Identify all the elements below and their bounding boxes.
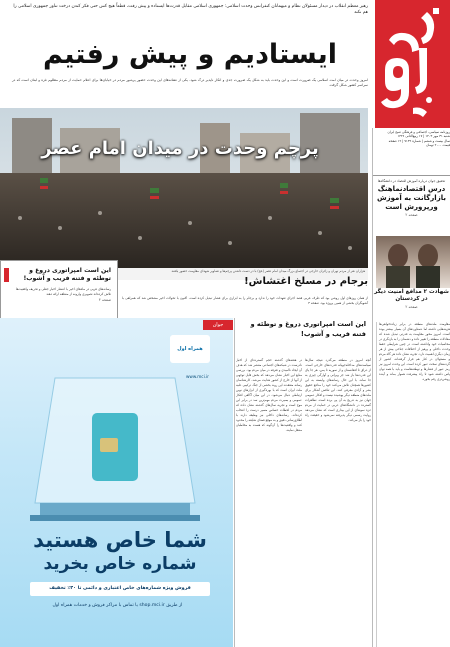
section-marker (4, 268, 9, 282)
advertisement[interactable] (0, 318, 233, 647)
masthead (375, 0, 450, 128)
issue-meta-line: شنبه ۳۱ مهر ۱۴۰۳ | ۱۷ ربیع‌الثانی ۱۴۴۶ (397, 134, 450, 139)
teaser-martyrs[interactable] (373, 289, 450, 319)
teaser-economy[interactable] (373, 175, 450, 233)
masthead-logo (375, 0, 450, 128)
article-column: در هفته‌های گذشته حجم گسترده‌ای از اخبار نادرست در شبکه‌های اجتماعی منتشر شد که هدف آن ایجاد ناامیدی و تفرقه در میان مردم بود. بررسی منابع این اخبار نشان می‌دهد که بخش قابل توجهی از آنها از خارج از کشور هدایت می‌شد. کارشناسان رسانه معتقدند این روند بخشی از جنگ ترکیبی علیه ملت ایران است که با بهره‌گیری از ابزارهای نوین ارتباطی دنبال می‌شود. در این میان آگاهی افکار عمومی و بصیرت مردم مهم‌ترین سد در برابر این موج است و تجربه سال‌های گذشته نشان داده که مردم در لحظات حساس مسیر درست را انتخاب کرده‌اند. رسانه‌های داخلی نیز وظیفه دارند با اطلاع‌رسانی دقیق و به موقع فضای شایعه را محدود کنند و واقعیت‌ها را آن‌گونه که هست به مخاطبان منتقل نمایند. (236, 358, 302, 432)
main-headline[interactable]: ایستادیم و پیش رفتیم (43, 39, 337, 70)
teaser-box[interactable] (0, 260, 118, 320)
operator-logo-text: همراه اول (177, 346, 203, 352)
headline-deck: رهبر معظم انقلاب در دیدار مسئولان نظام و میهمانان کنفرانس وحدت اسلامی: جمهوری اسلامی مقابل قدرت‌ها ایستاده و پیش رفت، قطعاً هیچ کس حتی فکر کندن درخت تناور جمهوری اسلامی را هم نکند (13, 4, 368, 16)
operator-logo (170, 335, 210, 363)
ad-subheadline: شماره خاص بخرید (43, 554, 197, 574)
ad-footer[interactable]: از طریق shop.mci.ir یا تماس با مراکز فروش و خدمات همراه اول (52, 603, 183, 608)
issue-meta-line: سال بیست و ششم | شماره ۷۱۳۹ | ۱۲ صفحه (388, 138, 450, 143)
column-divider (234, 318, 235, 647)
teaser-body: رسانه‌های غربی در ماه‌های اخیر با انتشار اخبار جعلی و تحریف واقعیت‌ها تلاش کرده‌اند تصویری وارونه از منطقه ارائه دهند (15, 286, 111, 296)
ad-headline: شما خاص هستید (33, 528, 207, 552)
crowd-photo (0, 108, 368, 268)
article-body: از همان روزهای اول روشن بود که طرف غربی قصد اجرای تعهدات خود را ندارد و برجام را به ابزاری برای فشار تبدیل کرده است. اکنون با تحولات اخیر مشخص شد که همراهی با آشوبگران بخشی از همین پروژه بود. صفحه ۳ (122, 296, 368, 305)
teaser-page-ref: صفحه ۲ (405, 212, 418, 217)
teaser-kicker: تحقیق جوان درباره آموزش اقتصاد در دانشگاه‌ها (377, 179, 446, 183)
article-headline[interactable]: برجام در مسلخ اغتشاش! (244, 276, 368, 287)
issue-meta-line: روزنامه سیاسی، اجتماعی و فرهنگی صبح ایران (387, 130, 450, 134)
teaser-headline: درس اقتصادنماهنگ بازارگانت به آموزش ورپرورش است (376, 185, 446, 211)
lead-paragraph: امروز وحدت در میان امت اسلامی یک ضرورت است و این وحدت باید به شکل یک ضرورت جدی و انکار ناپذیر درک شود. یکی از نشانه‌های این وحدت حضور پرشور مردم در خیابان‌ها برای اعلام حمایت از مردم مظلوم غزه و لبنان است که در سراسر کشور شکل گرفت (12, 78, 368, 88)
issue-meta-line: قیمت ۲۰۰۰ تومان (426, 142, 450, 147)
ad-url[interactable]: www.mci.ir (186, 374, 209, 379)
martyrs-photo (376, 236, 450, 288)
teaser-page-ref: صفحه ۳ (98, 298, 111, 303)
issue-meta (373, 130, 450, 172)
ad-label: جوان (203, 320, 233, 330)
photo-headline[interactable]: پرچم وحدت در میدان امام عصر (41, 138, 319, 159)
article-column: آنچه امروز در منطقه می‌گذرد نتیجه سال‌ها سیاست‌های مداخله‌جویانه قدرت‌های خارجی است. از عراق تا افغانستان و از سوریه تا یمن، هر جا پای این قدرت‌ها باز شد جز ویرانی و آوارگی چیزی به جا نماند. با این حال رسانه‌های وابسته به این کشورها همچنان تلاش می‌کنند خود را مدافع حقوق بشر و آزادی معرفی کنند. این تناقض آشکار برای ملت‌های منطقه دیگر پوشیده نیست و افکار عمومی جهان نیز به تدریج به آن پی برده است. تظاهرات گسترده در دانشگاه‌های غربی در حمایت از مردم غزه نمونه‌ای از این بیداری است که نشان می‌دهد روایت رسمی دیگر پذیرفته نمی‌شود و حقیقت راه خود را باز می‌کند. (305, 358, 371, 422)
column-divider (372, 128, 373, 647)
ad-offer: فروش ویژه شماره‌های خاص اعتباری و دائمی تا ۴۰٪ تخفیف (30, 582, 210, 596)
article-column: مقاومت ملت‌های منطقه در برابر زیاده‌خواهی‌ها هزینه‌هایی داشته اما دستاوردهای آن بسیار بیشتر بوده است. امروز محور مقاومت به قدرتی تبدیل شده که معادلات منطقه را تغییر داده و دشمنان را به بازنگری در محاسبات خود واداشته است. در چنین شرایطی حفظ وحدت داخلی و پرهیز از اختلافات جناحی بیش از هر زمان دیگری اهمیت دارد. تجربه نشان داده هر گاه مردم و مسئولان در کنار هم قرار گرفته‌اند، کشور از گردنه‌های سخت عبور کرده است. این وحدت امروز نیز رمز عبور از فشارها و توطئه‌هاست و باید با همه توان پاس داشته شود تا راه پیشرفت هموار بماند و آینده روشن‌تری رقم بخورد. (376, 322, 450, 647)
article-headline[interactable]: این است امپراتوری دروغ و توطئه و فتنه فریب و آشوب! (250, 320, 366, 338)
teaser-page-ref: صفحه ۲ (405, 304, 418, 309)
photo-caption: هزاران نفر از مردم تهران و زائران خارجی در اجتماع بزرگ میدان امام عصر (عج) با در دست داشتن پرچم‌ها و تصاویر شهدای مقاومت حضور یافتند (6, 268, 368, 280)
teaser-headline: شهادت ۲ مدافع امنیت دیگر در کردستان (374, 289, 449, 303)
teaser-headline: این است امپراتوری دروغ و توطئه و فتنه فریب و آشوب! (23, 267, 111, 283)
